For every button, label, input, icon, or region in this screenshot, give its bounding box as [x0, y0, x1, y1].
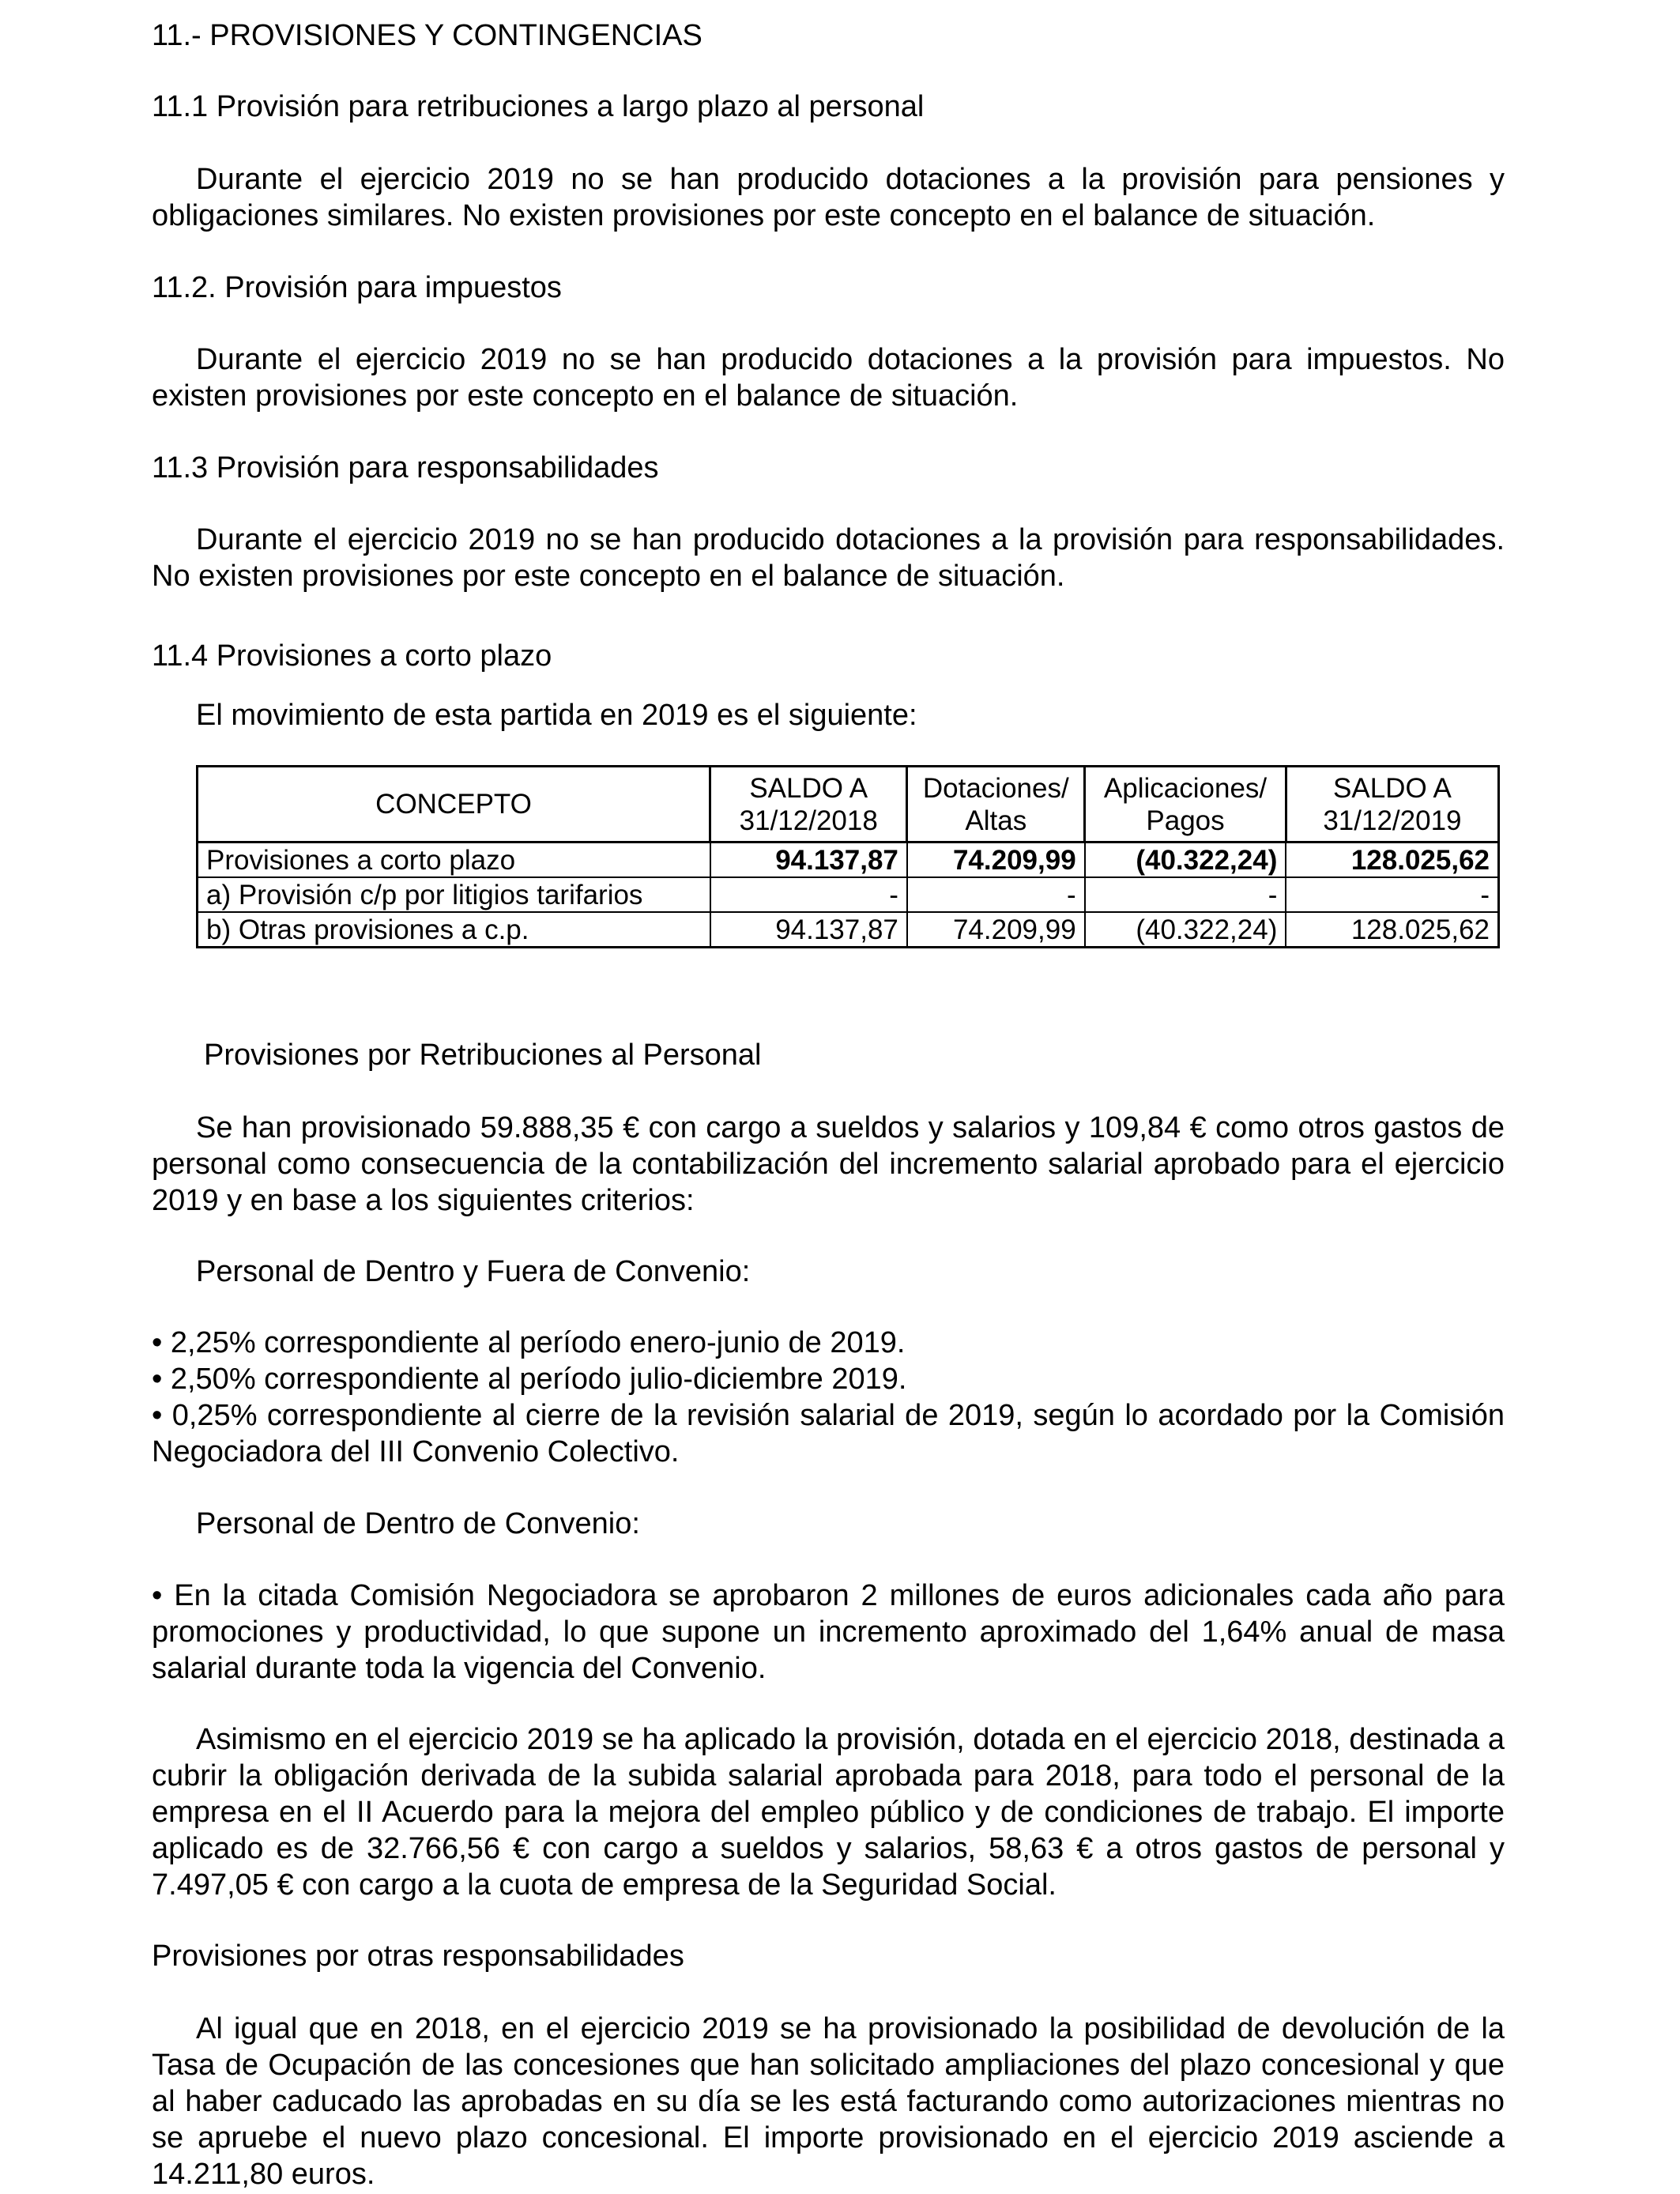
- bullet-item-1: • 2,25% correspondiente al período enero-junio de 2019.: [152, 1326, 906, 1359]
- table-row: [198, 877, 1499, 912]
- heading-11-1: 11.1 Provisión para retribuciones a largo plazo al personal: [152, 90, 925, 123]
- row-concept: b) Otras provisiones a c.p.: [198, 912, 710, 948]
- heading-11-3: 11.3 Provisión para responsabilidades: [152, 451, 659, 484]
- header-saldo-2019: SALDO A 31/12/2019: [1286, 767, 1498, 843]
- paragraph-otras-responsabilidades: Al igual que en 2018, en el ejercicio 2019 se ha provisionado la posibilidad de devolución de la Tasa de Ocupación de las concesiones que han solicitado ampliaciones del plazo concesional y que al haber caducado las aprobadas en su día se les está facturando como autorizaciones mientras no se apruebe el nuevo plazo concesional. El importe provisionado en el ejercicio 2019 asciende a 14.211,80 euros.: [152, 2012, 1505, 2191]
- paragraph-11-2: Durante el ejercicio 2019 no se han producido dotaciones a la provisión para impuestos. No existen provisiones por este concepto en el balance de situación.: [152, 343, 1505, 413]
- paragraph-11-3: Durante el ejercicio 2019 no se han producido dotaciones a la provisión para responsabilidades. No existen provisiones por este concepto en el balance de situación.: [152, 523, 1505, 593]
- table-row: [198, 912, 1499, 948]
- heading-11-4: 11.4 Provisiones a corto plazo: [152, 639, 552, 673]
- row-dotaciones: -: [907, 877, 1085, 912]
- row-dotaciones: 74.209,99: [907, 912, 1085, 948]
- table-row: [198, 843, 1499, 878]
- heading-otras-responsabilidades: Provisiones por otras responsabilidades: [152, 1940, 684, 1973]
- row-saldo-2019: 128.025,62: [1286, 912, 1498, 948]
- provisions-table: [196, 765, 1500, 948]
- paragraph-11-1: Durante el ejercicio 2019 no se han producido dotaciones a la provisión para pensiones y obligaciones similares. No existen provisiones por este concepto en el balance de situación.: [152, 163, 1505, 232]
- row-saldo-2018: 94.137,87: [710, 843, 907, 878]
- header-concepto: CONCEPTO: [198, 767, 710, 843]
- row-aplicaciones: (40.322,24): [1085, 843, 1286, 878]
- row-saldo-2019: 128.025,62: [1286, 843, 1498, 878]
- bullet-item-2: • 2,50% correspondiente al período julio-diciembre 2019.: [152, 1363, 907, 1396]
- row-dotaciones: 74.209,99: [907, 843, 1085, 878]
- paragraph-retribuciones-1: Se han provisionado 59.888,35 € con cargo a sueldos y salarios y 109,84 € como otros gastos de personal como consecuencia de la contabilización del incremento salarial aprobado para el ejercicio 2019 y en base a los siguientes criterios:: [152, 1111, 1505, 1217]
- table-header-row: [198, 767, 1499, 843]
- table-intro: El movimiento de esta partida en 2019 es el siguiente:: [196, 699, 917, 732]
- section-title: 11.- PROVISIONES Y CONTINGENCIAS: [152, 19, 703, 52]
- row-saldo-2018: -: [710, 877, 907, 912]
- subheading-dentro-convenio: Personal de Dentro de Convenio:: [196, 1507, 640, 1540]
- bullet-item-4: • En la citada Comisión Negociadora se aprobaron 2 millones de euros adicionales cada año para promociones y productividad, lo que supone un incremento aproximado del 1,64% anual de masa salarial durante toda la vigencia del Convenio.: [152, 1579, 1505, 1685]
- heading-retribuciones-personal: Provisiones por Retribuciones al Personal: [204, 1039, 762, 1072]
- header-aplicaciones: Aplicaciones/ Pagos: [1085, 767, 1286, 843]
- row-aplicaciones: (40.322,24): [1085, 912, 1286, 948]
- bullet-item-3: • 0,25% correspondiente al cierre de la revisión salarial de 2019, según lo acordado por la Comisión Negociadora del III Convenio Colectivo.: [152, 1399, 1505, 1468]
- row-saldo-2018: 94.137,87: [710, 912, 907, 948]
- header-saldo-2018: SALDO A 31/12/2018: [710, 767, 907, 843]
- header-dotaciones: Dotaciones/ Altas: [907, 767, 1085, 843]
- row-concept: a) Provisión c/p por litigios tarifarios: [198, 877, 710, 912]
- row-concept: Provisiones a corto plazo: [198, 843, 710, 878]
- row-saldo-2019: -: [1286, 877, 1498, 912]
- paragraph-retribuciones-2: Asimismo en el ejercicio 2019 se ha aplicado la provisión, dotada en el ejercicio 2018, destinada a cubrir la obligación derivada de la subida salarial aprobada para 2018, para todo el personal de la empresa en el II Acuerdo para la mejora del empleo público y de condiciones de trabajo. El importe aplicado es de 32.766,56 € con cargo a sueldos y salarios, 58,63 € a otros gastos de personal y 7.497,05 € con cargo a la cuota de empresa de la Seguridad Social.: [152, 1723, 1505, 1902]
- subheading-dentro-fuera-convenio: Personal de Dentro y Fuera de Convenio:: [196, 1255, 751, 1288]
- heading-11-2: 11.2. Provisión para impuestos: [152, 271, 562, 304]
- row-aplicaciones: -: [1085, 877, 1286, 912]
